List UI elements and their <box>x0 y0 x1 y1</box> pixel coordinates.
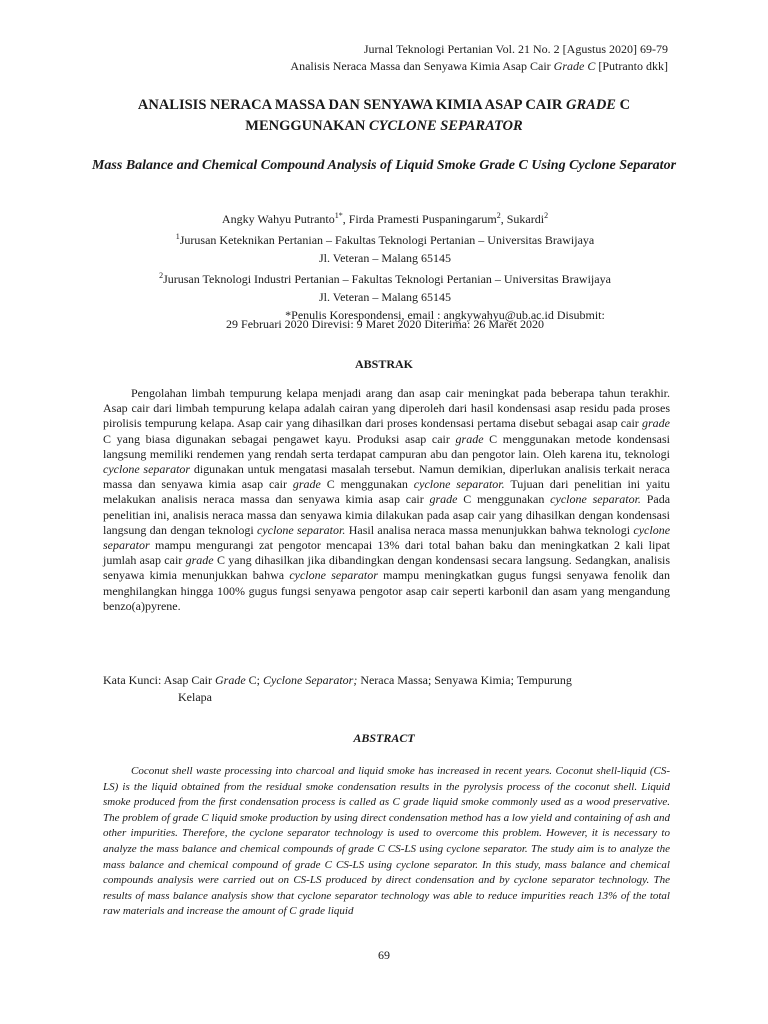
abstrak-text: Hasil analisa neraca massa menunjukkan bahwa teknologi <box>348 522 631 537</box>
keywords-label: Kata Kunci: Asap Cair <box>103 673 212 687</box>
running-head <box>290 58 668 75</box>
title-part2: MENGGUNAKAN <box>245 118 366 134</box>
author-name: Firda Pramesti Puspaningarum <box>348 212 497 226</box>
abstrak-text: digunakan untuk mengatasi masalah tersebut. Namun demikian, diperlukan analisis terkait neraca massa dan senyawa kimia asap cair <box>103 462 671 492</box>
affiliation-1-address: Jl. Veteran – Malang 65145 <box>318 251 452 265</box>
running-head-italic: Grade C <box>553 59 596 73</box>
abstrak-italic: grade <box>292 477 321 492</box>
abstrak-text: Tujuan dari penelitian ini yaitu melakukan analisis neraca massa dan senyawa kimia asap cair <box>103 477 671 507</box>
correspondence: *Penulis Korespondensi, email : angkywahyu@ub.ac.id Disubmit: <box>285 308 605 322</box>
title-part1-italic: GRADE <box>566 97 616 113</box>
author-name: Sukardi <box>506 212 545 226</box>
keyword-italic: Cyclone Separator; <box>263 673 358 687</box>
abstrak-italic: grade <box>185 553 214 568</box>
abstrak-italic: grade <box>455 431 484 446</box>
abstrak-italic: grade <box>642 416 670 431</box>
abstrak-text: C yang dihasilkan jika dibandingkan dengan kondensasi secara langsung. Sedangkan, analisis senyawa kimia menunjukkan bahwa <box>103 553 671 583</box>
abstrak-text: Pada penelitian ini, analisis neraca massa dan senyawa kimia dilakukan pada asap cair yang dihasilkan dengan kondensasi langsung dan dengan teknologi <box>103 492 671 537</box>
title-part1: ANALISIS NERACA MASSA DAN SENYAWA KIMIA ASAP CAIR <box>137 97 563 113</box>
page-number: 69 <box>378 948 390 962</box>
abstrak-text: mampu mengurangi zat pengotor mencapai 13% dari total bahan baku dan meningkatkan 2 kali lipat jumlah asap cair <box>103 538 671 568</box>
running-head-suffix: [Putranto dkk] <box>598 59 668 73</box>
abstrak-heading: ABSTRAK <box>354 357 413 371</box>
author-sup: 2 <box>496 211 501 220</box>
abstrak-italic: cyclone separator. <box>413 477 505 492</box>
abstract-body: Coconut shell waste processing into charcoal and liquid smoke has increased in recent years. Coconut shell-liquid (CS-LS) is the liquid obtained from the residual smoke condensation results in the pyrolysis process of the coconut shell. Liquid smoke produced from the first condensation process is called as C grade liquid smoke commonly used as a wood preservative. The problem of grade C liquid smoke production by using direct condensation method has a low yield and containing of ash and other impurities. Therefore, the cyclone separator technology is used to overcome this problem. However, it is necessary to analyze the mass balance and chemical compounds of grade C CS-LS using cyclone separator. The study aim is to analyze the mass balance and chemical compound of grade C CS-LS using cyclone separator. In this study, mass balance and chemical compounds analysis were carried out on CS-LS produced by direct condensation and by cyclone separator technology. The results of mass balance analysis show that cyclone separator technology was able to reduce impurities reach 13% of the total raw materials and increase the amount of C grade liquid <box>103 765 670 918</box>
abstrak-italic: cyclone separator. <box>550 492 641 507</box>
author-sup: 1* <box>334 211 343 220</box>
abstrak-italic: cyclone separator <box>103 522 671 553</box>
abstrak-italic: cyclone separator <box>103 462 191 477</box>
running-head-prefix: Analisis Neraca Massa dan Senyawa Kimia Asap Cair <box>290 59 551 73</box>
author-name: Angky Wahyu Putranto <box>221 212 335 226</box>
paper-title <box>60 95 708 137</box>
affiliation-1 <box>100 228 670 249</box>
abstrak-text: C menggunakan <box>326 477 408 492</box>
abstrak-body <box>103 386 670 614</box>
abstrak-text: C yang biasa digunakan sebagai pengawet kayu. Produksi asap cair <box>103 431 450 446</box>
abstrak-italic: cyclone separator. <box>257 522 346 537</box>
journal-citation: Jurnal Teknologi Pertanian Vol. 21 No. 2 [Agustus 2020] 69-79 <box>363 42 668 56</box>
title-part1-end: C <box>619 97 631 113</box>
english-title: Mass Balance and Chemical Compound Analysis of Liquid Smoke Grade C Using Cyclone Separator <box>91 158 677 173</box>
abstrak-italic: grade <box>429 492 458 507</box>
keyword-continuation: Kelapa <box>178 690 212 704</box>
author-list: Angky Wahyu Putranto$^{1*}$, Firda Pramesti Puspaningarum$^2$, Sukardi$^2$ <box>221 211 549 226</box>
affiliation-sup: 1 <box>175 232 180 241</box>
submission-dates: 29 Februari 2020 Direvisi: 9 Maret 2020 Diterima: 26 Maret 2020 <box>226 317 544 331</box>
keyword-text: C; <box>248 673 260 687</box>
affiliation-text: Jurusan Teknologi Industri Pertanian – Fakultas Teknologi Pertanian – Universitas Brawijaya <box>163 272 611 286</box>
keyword-text: Neraca Massa; Senyawa Kimia; Tempurung <box>360 673 572 687</box>
abstrak-text: Pengolahan limbah tempurung kelapa menjadi arang dan asap cair meningkat pada beberapa tahun terakhir. Asap cair dari limbah tempurung kelapa adalah cairan yang diperoleh dari hasil kondensasi asap residu pada proses pirolisis tempurung kelapa. Asap cair yang dihasilkan dari proses kondensasi pertama disebut sebagai asap cair <box>103 386 670 431</box>
affiliation-sup: 2 <box>159 271 164 280</box>
running-header <box>290 41 668 75</box>
affiliation-2 <box>100 267 670 288</box>
author-block <box>100 207 670 324</box>
abstrak-text: mampu meningkatkan gugus fungsi senyawa fenolik dan menghilangkan hingga 100% gugus fungsi senyawa pengotor asap cair seperti karbonil dan asam yang mengandung benzo(a)pyrene. <box>103 568 671 613</box>
affiliation-2-address: Jl. Veteran – Malang 65145 <box>318 290 452 304</box>
affiliation-text: Jurusan Keteknikan Pertanian – Fakultas Teknologi Pertanian – Universitas Brawijaya <box>179 233 595 247</box>
abstrak-italic: cyclone separator <box>289 568 378 583</box>
abstract-heading: ABSTRACT <box>353 731 415 745</box>
keyword-italic: Grade <box>214 673 246 687</box>
title-part2-italic: CYCLONE SEPARATOR <box>368 118 523 134</box>
abstrak-text: C menggunakan metode kondensasi langsung memiliki rendemen yang rendah serta terdapat campuran abu dan pengotor lain. Oleh karena itu, teknologi <box>103 431 671 461</box>
author-sup: 2 <box>544 211 549 220</box>
keywords <box>103 672 670 706</box>
abstrak-text: C menggunakan <box>463 492 545 507</box>
